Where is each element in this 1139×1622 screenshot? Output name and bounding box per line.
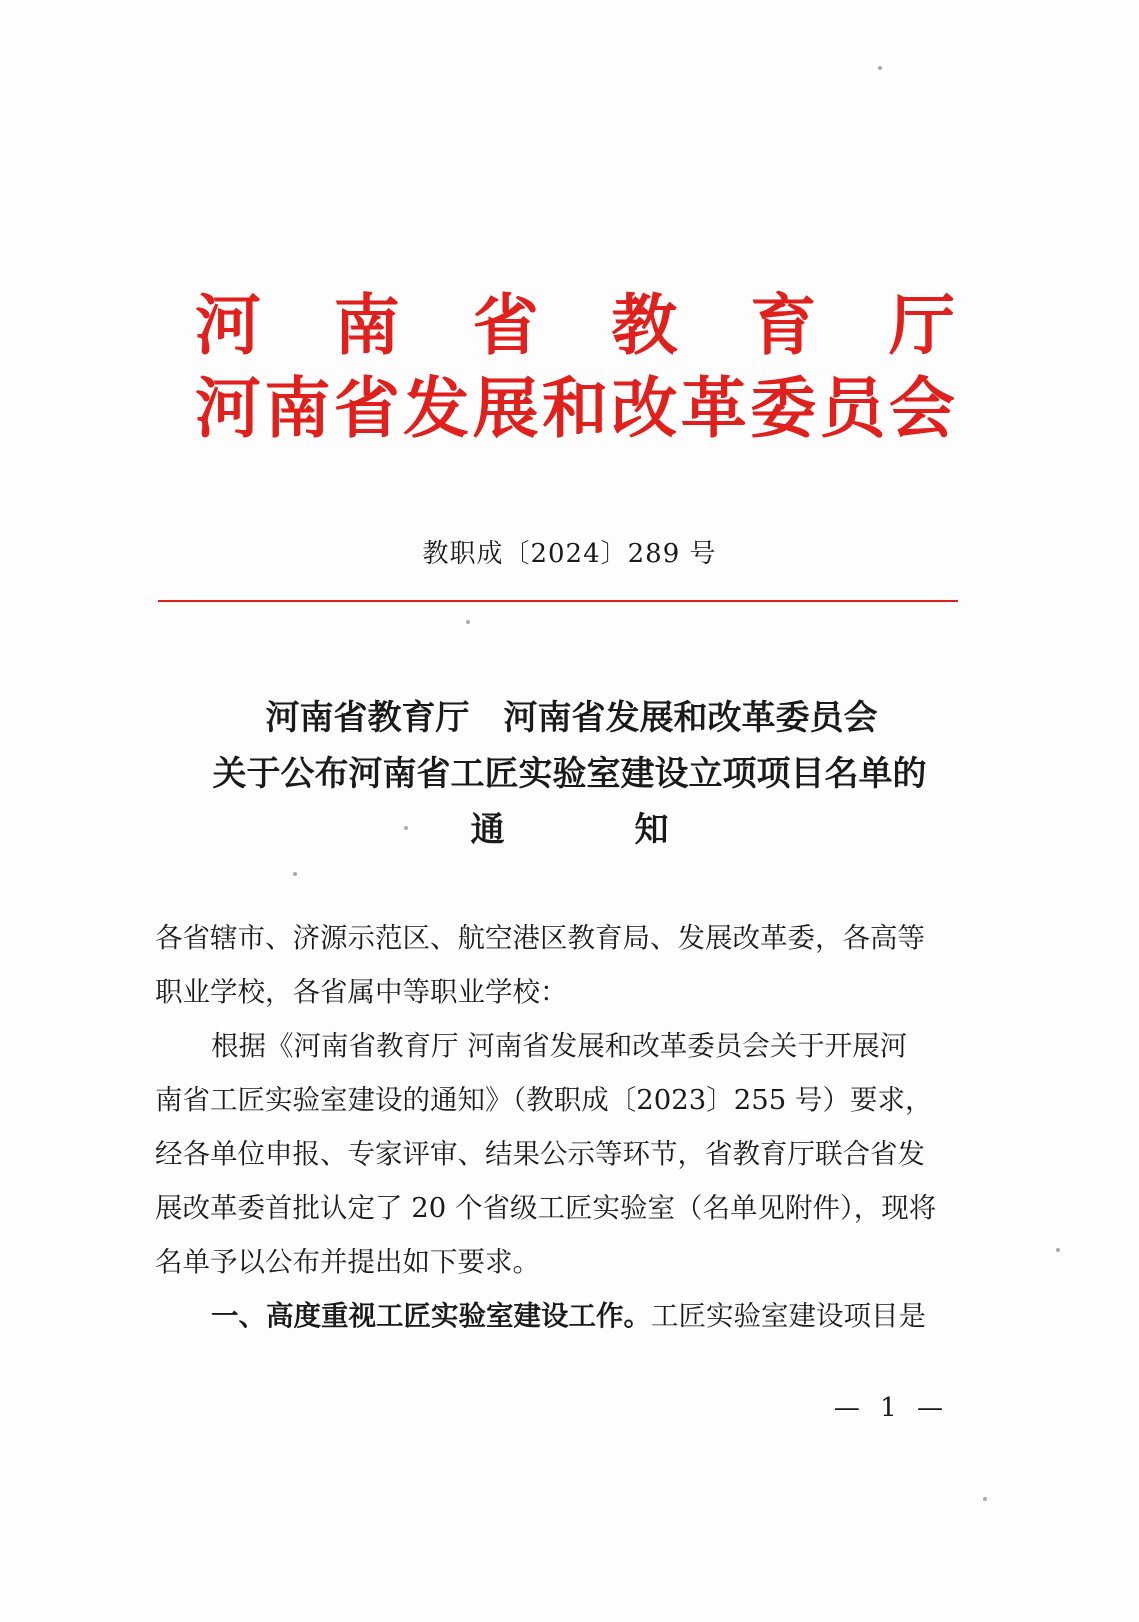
body-line-4: 南省工匠实验室建设的通知》（教职成〔2023〕255 号）要求，: [155, 1084, 933, 1116]
title-line-1: 河南省教育厅 河南省发展和改革委员会: [265, 698, 878, 738]
letterhead-char: 河: [195, 369, 261, 447]
title-char: 通: [470, 810, 505, 850]
body-line-5: 经各单位申报、专家评审、结果公示等环节，省教育厅联合省发: [155, 1138, 925, 1170]
document-number: 教职成〔2024〕289 号: [422, 539, 717, 569]
scan-speck: [1056, 1248, 1060, 1252]
title-char: 知: [634, 810, 669, 850]
letterhead-char: 和: [541, 369, 608, 447]
page-number: — 1 —: [833, 1393, 949, 1423]
letterhead-char: 南: [333, 286, 400, 364]
letterhead-char: 南: [264, 369, 331, 447]
body-line-7: 名单予以公布并提出如下要求。: [155, 1246, 540, 1278]
body-line-3: 根据《河南省教育厅 河南省发展和改革委员会关于开展河: [211, 1030, 908, 1062]
scan-speck: [404, 826, 408, 830]
title-line-2: 关于公布河南省工匠实验室建设立项项目名单的: [212, 754, 927, 794]
letterhead-char: 厅: [888, 286, 955, 364]
header-divider: [158, 600, 958, 602]
section-heading: 一、高度重视工匠实验室建设工作。: [211, 1300, 651, 1332]
scan-speck: [983, 1497, 987, 1501]
section-text: 工匠实验室建设项目是: [651, 1300, 926, 1332]
letterhead-char: 员: [819, 369, 886, 447]
letterhead-line-1: [195, 285, 955, 365]
letterhead-char: 改: [611, 369, 678, 447]
letterhead-char: 省: [333, 369, 400, 447]
letterhead-char: 教: [611, 286, 678, 364]
scan-speck: [293, 872, 297, 876]
letterhead-char: 河: [195, 286, 261, 364]
title-line-3: [0, 802, 1139, 858]
letterhead-line-2: [195, 368, 955, 448]
body-line-addressee-1: 各省辖市、济源示范区、航空港区教育局、发展改革委，各高等: [155, 922, 925, 954]
body-line-6: 展改革委首批认定了 20 个省级工匠实验室（名单见附件），现将: [155, 1192, 937, 1224]
body-line-addressee-2: 职业学校，各省属中等职业学校：: [155, 976, 568, 1008]
letterhead-char: 展: [472, 369, 539, 447]
letterhead-char: 省: [472, 286, 539, 364]
scan-speck: [466, 620, 470, 624]
letterhead-char: 育: [750, 286, 817, 364]
letterhead-char: 革: [680, 369, 747, 447]
letterhead-char: 会: [888, 369, 955, 447]
body-line-8: [155, 1289, 945, 1343]
scan-speck: [878, 66, 882, 70]
letterhead-char: 发: [403, 369, 470, 447]
letterhead-char: 委: [750, 369, 817, 447]
